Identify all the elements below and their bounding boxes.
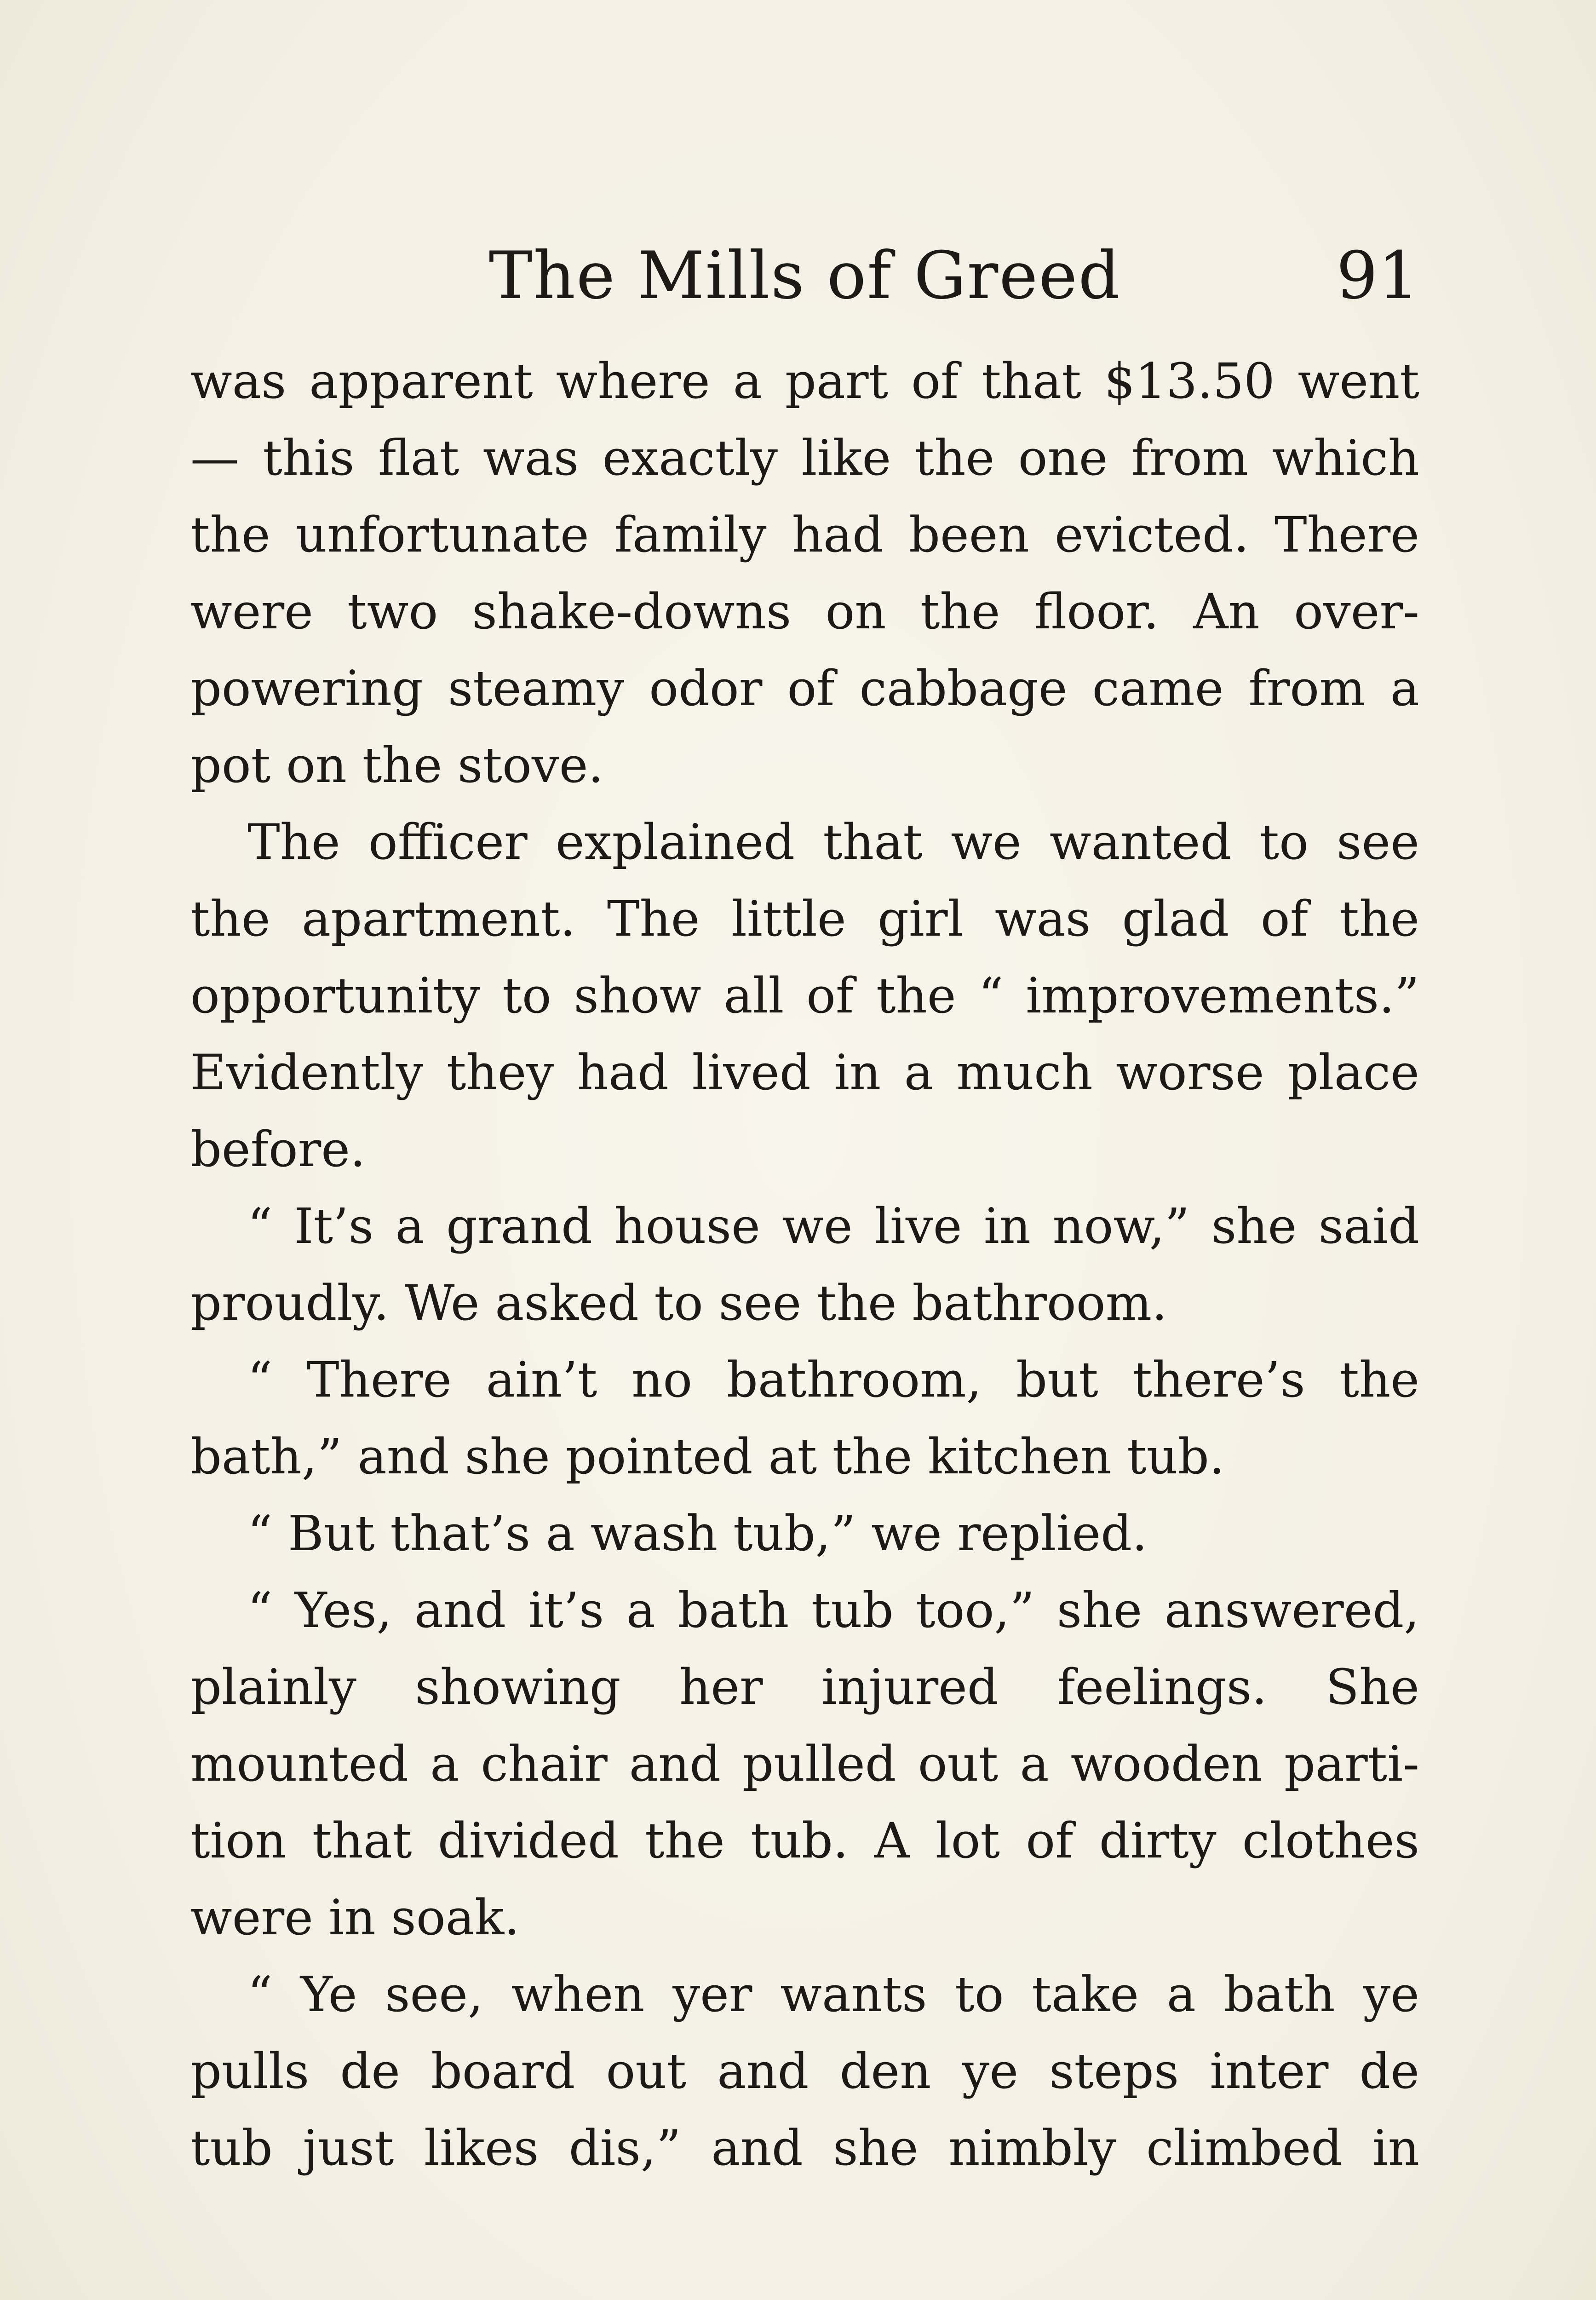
text-line: powering steamy odor of cabbage came from a	[190, 660, 1419, 717]
text-line: — this flat was exactly like the one from which	[190, 430, 1419, 486]
text-line: “ But that’s a wash tub,” we replied.	[247, 1505, 1148, 1562]
text-line: “ It’s a grand house we live in now,” she said	[247, 1198, 1419, 1254]
text-line: “ Yes, and it’s a bath tub too,” she answered,	[247, 1582, 1419, 1639]
text-line: The officer explained that we wanted to see	[247, 814, 1419, 870]
text-line: the unfortunate family had been evicted. There	[190, 506, 1419, 563]
text-line: proudly. We asked to see the bathroom.	[190, 1275, 1167, 1331]
page-number: 91	[1336, 238, 1419, 314]
text-line: the apartment. The little girl was glad of the	[190, 891, 1419, 947]
text-line: pot on the stove.	[190, 737, 604, 794]
running-title: The Mills of Greed	[488, 238, 1121, 314]
text-line: before.	[190, 1121, 366, 1178]
text-line: was apparent where a part of that $13.50 went	[190, 353, 1419, 409]
text-line: plainly showing her injured feelings. She	[190, 1659, 1419, 1715]
text-line: tion that divided the tub. A lot of dirty clothes	[190, 1812, 1419, 1869]
text-line: were two shake-downs on the floor. An over-	[190, 583, 1419, 640]
text-line: pulls de board out and den ye steps inter de	[190, 2043, 1419, 2099]
body-text	[190, 343, 1419, 2186]
running-head	[190, 230, 1419, 322]
text-line: opportunity to show all of the “ improvements.”	[190, 967, 1419, 1024]
text-line: mounted a chair and pulled out a wooden parti-	[190, 1736, 1419, 1792]
text-line: Evidently they had lived in a much worse place	[190, 1044, 1419, 1101]
text-line: “ Ye see, when yer wants to take a bath ye	[247, 1966, 1419, 2023]
text-line: bath,” and she pointed at the kitchen tub.	[190, 1428, 1225, 1485]
text-line: tub just likes dis,” and she nimbly climbed in	[190, 2120, 1419, 2176]
text-line: were in soak.	[190, 1889, 520, 1946]
text-line: “ There ain’t no bathroom, but there’s the	[247, 1351, 1419, 1408]
